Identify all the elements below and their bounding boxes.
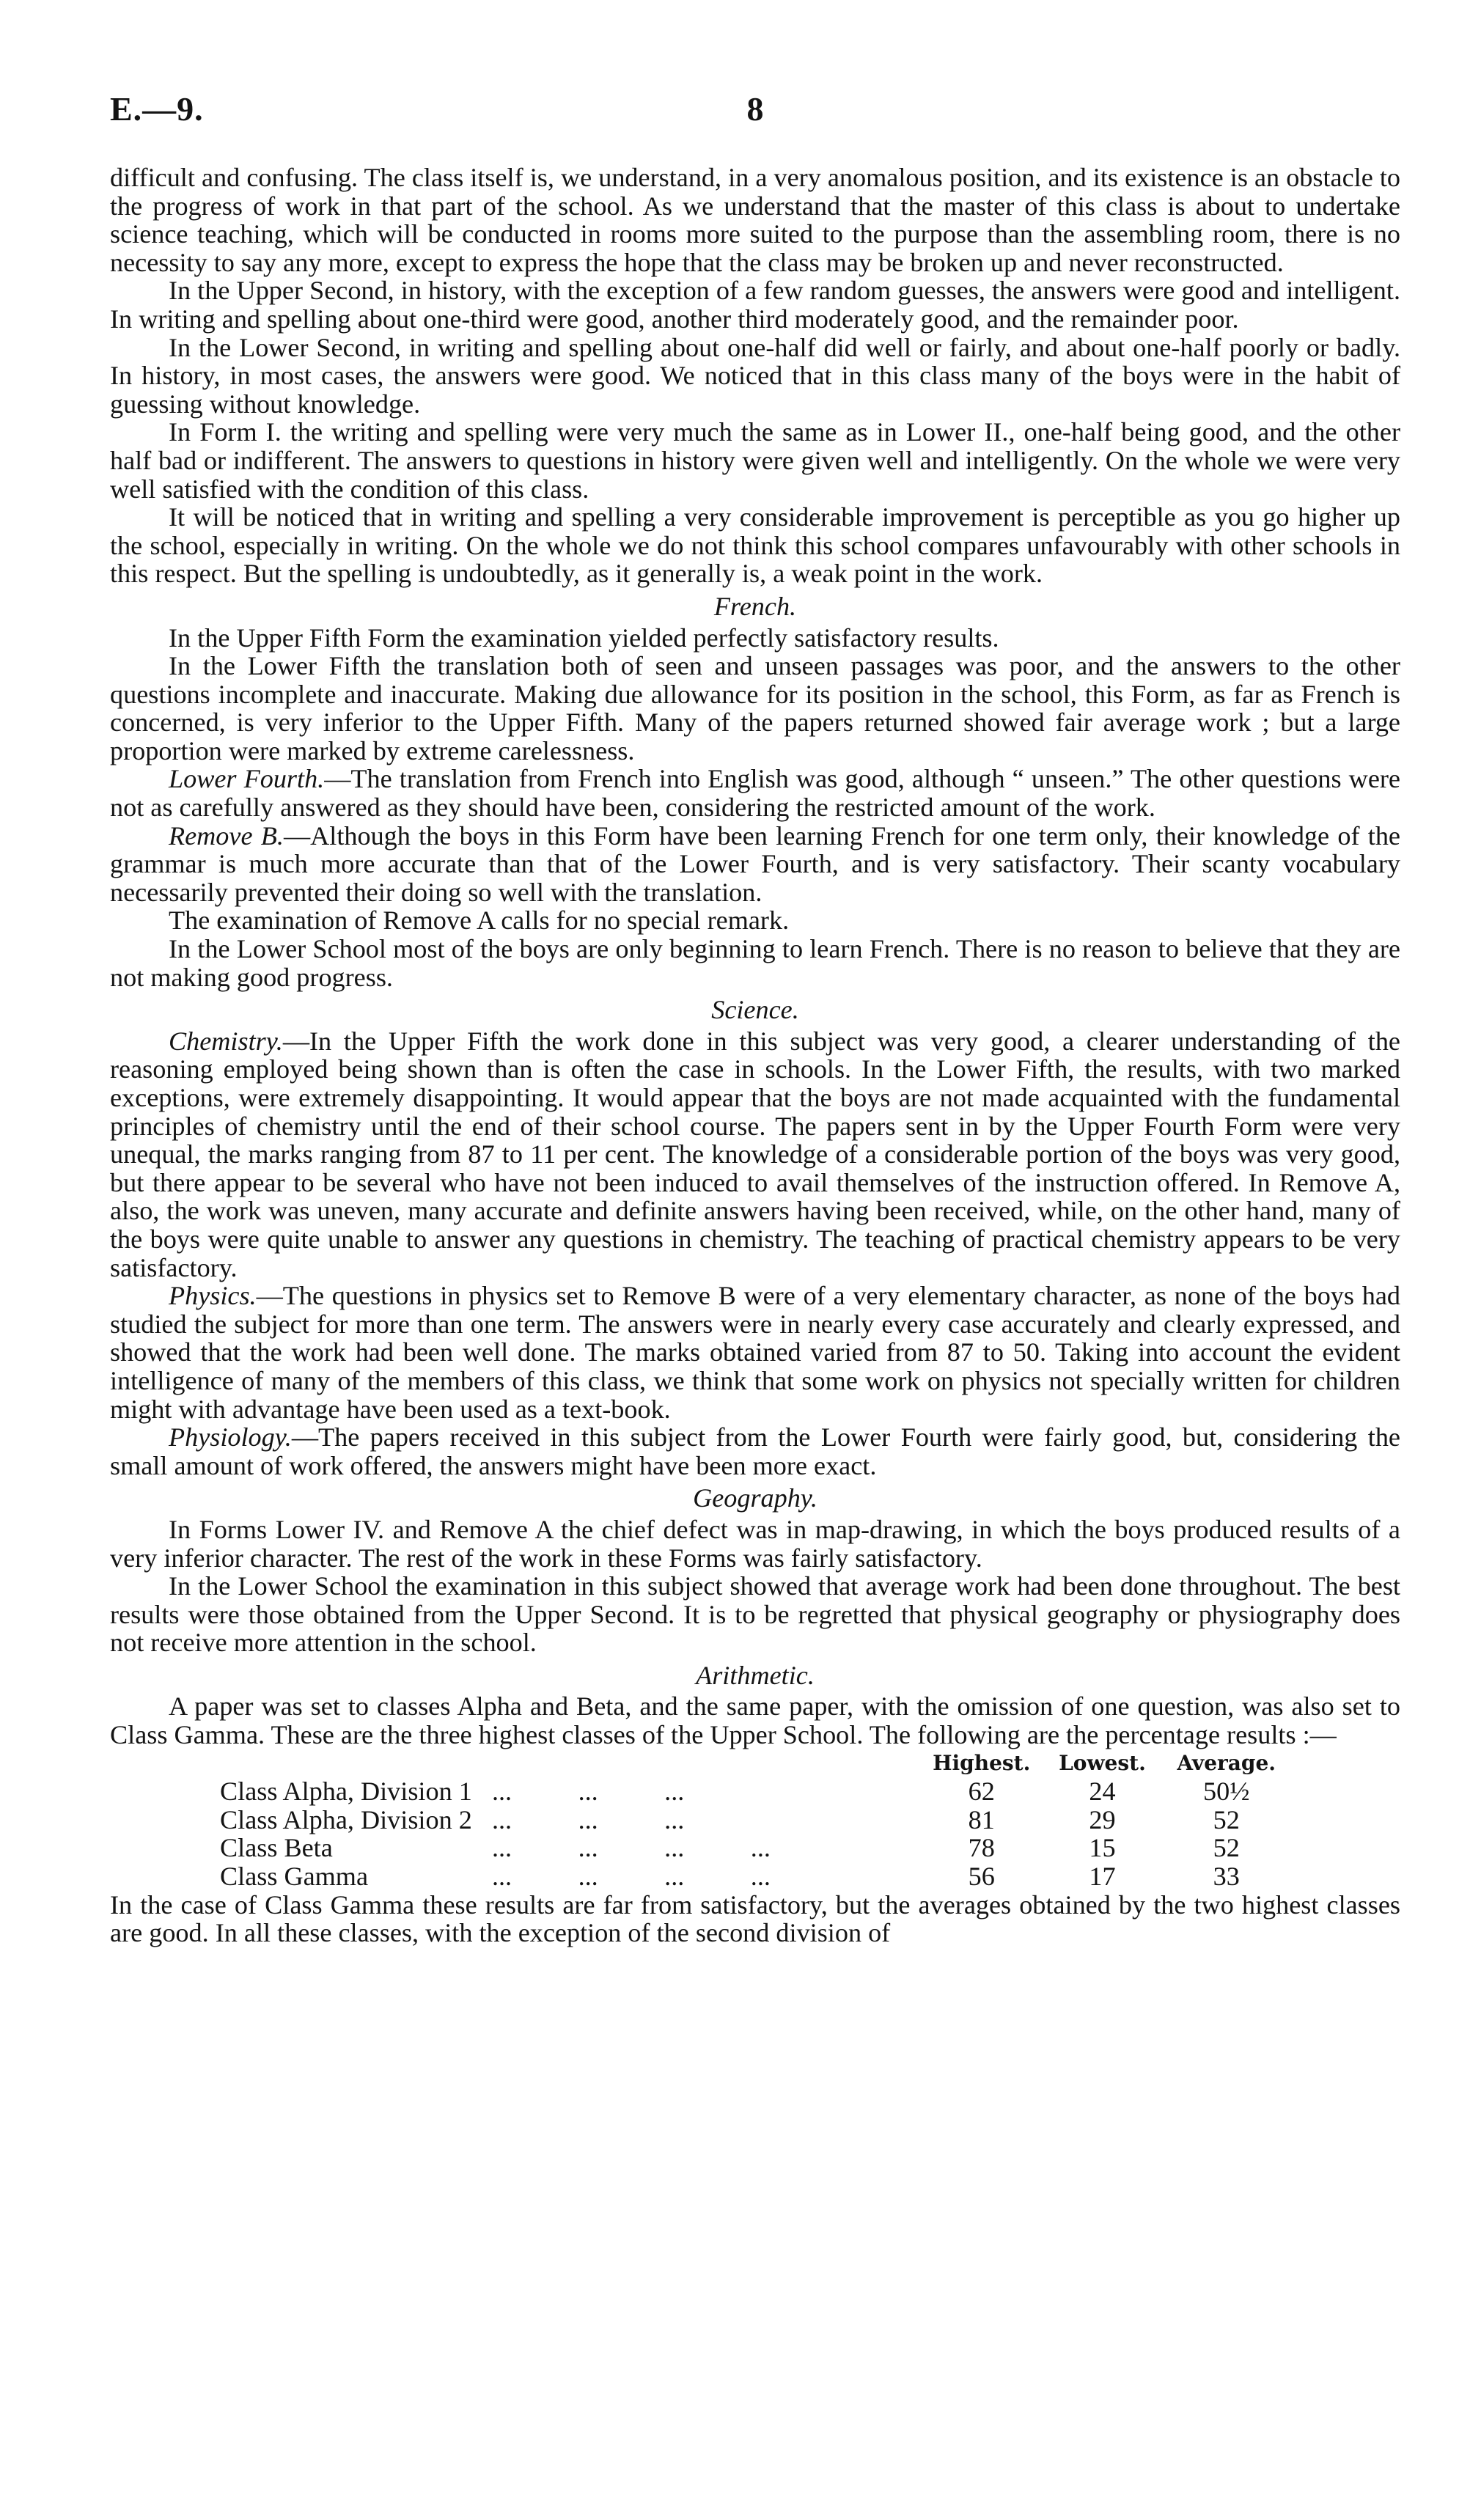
paragraph-text: —The papers received in this subject from the Lower Fourth were fairly good, but, considering the small amount of work offered, the answers might have been more exact.	[110, 1422, 1400, 1480]
class-label: Class Alpha, Division 1	[220, 1777, 472, 1807]
paragraph: In the Lower School the examination in this subject showed that average work had been done throughout. The best results were those obtained from the Upper Second. It is to be regretted that physical geography or physiography does not receive more attention in the school.	[110, 1571, 1400, 1658]
leader-dots: ... ... ...	[471, 1777, 685, 1807]
page-number: 8	[746, 90, 764, 128]
column-header-highest: Highest.	[933, 1750, 1031, 1775]
highest-value: 62	[968, 1777, 995, 1807]
paragraph: In the Upper Fifth Form the examination yielded perfectly satisfactory results.	[169, 622, 999, 653]
paragraph: difficult and confusing. The class itself is, we understand, in a very anomalous position, and its existence is an obstacle to the progress of work in that part of the school. As we understand that the master of this class is about to undertake science teaching, which will be conducted in rooms more suited to the purpose than the assembling room, there is no necessity to say any more, except to express the hope that the class may be broken up and never reconstructed.	[110, 163, 1400, 277]
table-row	[220, 1806, 1290, 1834]
table-row	[220, 1862, 1290, 1891]
lowest-value: 29	[1089, 1804, 1116, 1834]
results-table	[220, 1749, 1290, 1891]
table-header-spacer	[220, 1749, 472, 1778]
document-reference: E.—9.	[110, 90, 204, 128]
paragraph: The examination of Remove A calls for no special remark.	[169, 905, 790, 936]
paragraph-lead: Chemistry.	[169, 1026, 283, 1056]
paragraph: In the Upper Second, in history, with the exception of a few random guesses, the answers were good and intelligent. In writing and spelling about one-third were good, another third moderately good, and the remainder poor.	[110, 276, 1400, 334]
paragraph: In the Lower Fifth the translation both of seen and unseen passages was poor, and the answers to the other questions incomplete and inaccurate. Making due allowance for its position in the school, this Form, as far as French is concerned, is very inferior to the Upper Fifth. Many of the papers returned showed fair average work ; but a large proportion were marked by extreme carelessness.	[110, 651, 1400, 765]
paragraph: In the Lower School most of the boys are only beginning to learn French. There is no reason to believe that they are not making good progress.	[110, 934, 1400, 992]
highest-value: 56	[968, 1862, 995, 1892]
table-row	[220, 1834, 1290, 1862]
paragraph	[110, 822, 1400, 907]
paragraph: In the Lower Second, in writing and spelling about one-half did well or fairly, and about one-half poorly or badly. In history, in most cases, the answers were good. We noticed that in this class many of the boys were in the habit of guessing without knowledge.	[110, 332, 1400, 419]
leader-dots: ... ... ...	[471, 1804, 685, 1834]
lowest-value: 15	[1089, 1833, 1116, 1863]
paragraph: In Forms Lower IV. and Remove A the chief defect was in map-drawing, in which the boys produced results of a very inferior character. The rest of the work in these Forms was fairly satisfactory.	[110, 1514, 1400, 1573]
page-header	[110, 89, 1400, 133]
paragraph: In Form I. the writing and spelling were very much the same as in Lower II., one-half being good, and the other half bad or indifferent. The answers to questions in history were given well and intelligently. On the whole we were very well satisfied with the condition of this class.	[110, 417, 1400, 504]
paragraph: A paper was set to classes Alpha and Beta, and the same paper, with the omission of one question, was also set to Class Gamma. These are the three highest classes of the Upper School. The following are the percentage results :—	[110, 1691, 1400, 1750]
paragraph-text: —Although the boys in this Form have been learning French for one term only, their knowledge of the grammar is much more accurate than that of the Lower Fourth, and is very satisfactory. Their scanty vocabulary necessarily prevented their doing so well with the translation.	[110, 820, 1400, 907]
section-heading-french: French.	[713, 591, 797, 621]
paragraph	[110, 765, 1400, 821]
paragraph-text: —The questions in physics set to Remove B were of a very elementary character, as none of the boys had studied the subject for more than one term. The answers were in nearly every case accurately and clearly expressed, and showed that the work had been well done. The marks obtained varied from 87 to 50. Taking into account the evident intelligence of many of the members of this class, we think that some work on physics not specially written for children might with advantage have been used as a text-book.	[110, 1281, 1400, 1424]
paragraph-lead: Lower Fourth.	[169, 764, 325, 794]
class-label: Class Beta	[220, 1833, 333, 1863]
average-value: 52	[1213, 1804, 1240, 1834]
paragraph: It will be noticed that in writing and spelling a very considerable improvement is perceptible as you go higher up the school, especially in writing. On the whole we do not think this school compares unfavourably with other schools in this respect. But the spelling is undoubtedly, as it generally is, a weak point in the work.	[110, 502, 1400, 589]
paragraph: In the case of Class Gamma these results are far from satisfactory, but the averages obtained by the two highest classes are good. In all these classes, with the exception of the second division of	[110, 1889, 1400, 1948]
page-body	[110, 164, 1400, 1947]
paragraph-text: —In the Upper Fifth the work done in this subject was very good, a clearer understanding of the reasoning employed being shown than is often the case in schools. In the Lower Fifth, the results, with two marked exceptions, were extremely disappointing. It would appear that the boys are not made acquainted with the fundamental principles of chemistry until the end of their school course. The papers sent in by the Upper Fourth Form were very unequal, the marks ranging from 87 to 11 per cent. The knowledge of a considerable portion of the boys was very good, but there appear to be several who have not been induced to avail themselves of the instruction offered. In Remove A, also, the work was uneven, many accurate and definite answers having been received, while, on the other hand, many of the boys were quite unable to answer any questions in chemistry. The teaching of practical chemistry appears to be very satisfactory.	[110, 1026, 1400, 1282]
average-value: 33	[1213, 1862, 1240, 1892]
paragraph-lead: Physiology.	[169, 1422, 292, 1452]
section-heading-arithmetic: Arithmetic.	[696, 1660, 815, 1690]
leader-dots: ... ... ... ...	[471, 1862, 771, 1892]
lowest-value: 17	[1089, 1862, 1116, 1892]
class-label: Class Gamma	[220, 1862, 369, 1892]
table-header-spacer	[472, 1749, 921, 1778]
paragraph	[110, 1423, 1400, 1480]
column-header-average: Average.	[1177, 1750, 1276, 1775]
paragraph	[110, 1282, 1400, 1423]
paragraph-lead: Remove B.	[169, 820, 284, 851]
leader-dots: ... ... ... ...	[471, 1833, 771, 1863]
column-header-lowest: Lowest.	[1059, 1750, 1146, 1775]
table-row	[220, 1777, 1290, 1806]
paragraph-text: —The translation from French into English was good, although “ unseen.” The other questions were not as carefully answered as they should have been, considering the restricted amount of the work.	[110, 764, 1400, 823]
paragraph	[110, 1027, 1400, 1282]
paragraph-lead: Physics.	[169, 1281, 257, 1311]
average-value: 52	[1213, 1833, 1240, 1863]
section-heading-geography: Geography.	[693, 1483, 817, 1513]
highest-value: 81	[968, 1804, 995, 1834]
class-label: Class Alpha, Division 2	[220, 1804, 472, 1834]
average-value: 50½	[1203, 1777, 1250, 1807]
table-header-row	[220, 1749, 1290, 1778]
lowest-value: 24	[1089, 1777, 1116, 1807]
section-heading-science: Science.	[711, 995, 799, 1025]
highest-value: 78	[968, 1833, 995, 1863]
